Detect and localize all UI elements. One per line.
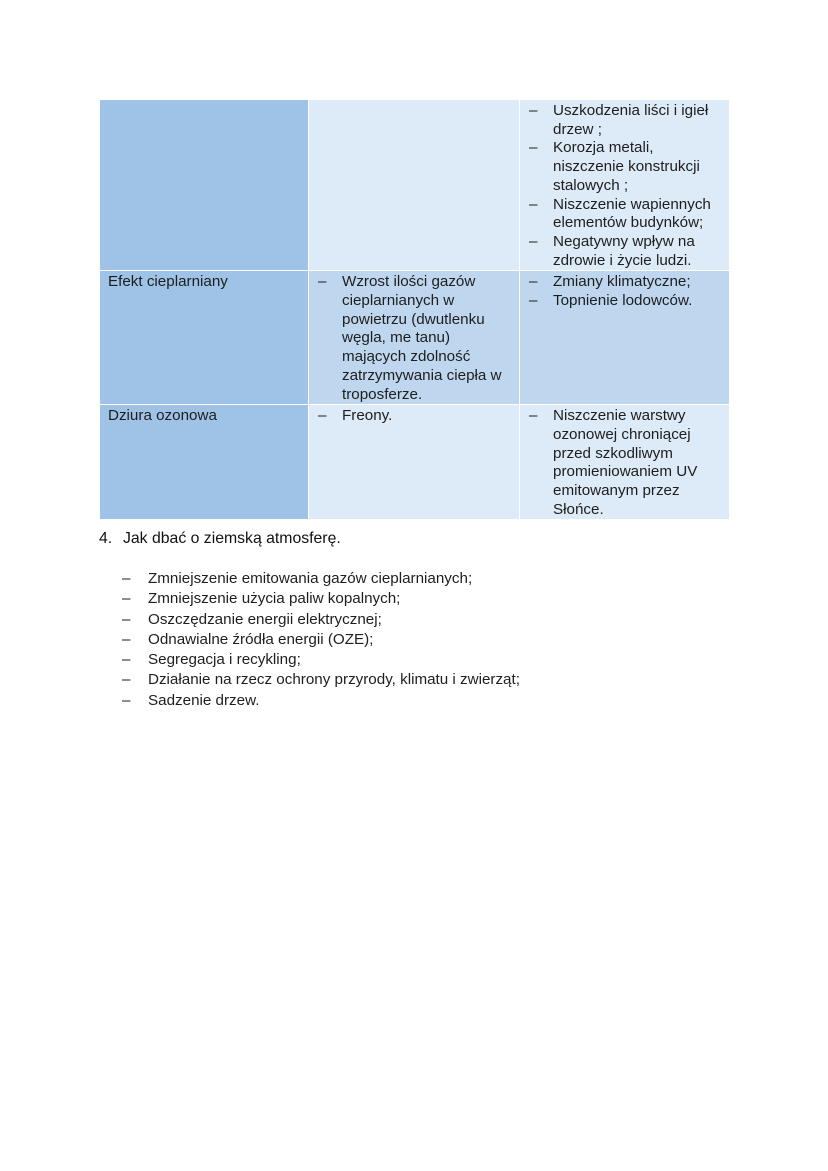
effects-cell	[520, 405, 730, 520]
causes-cell	[309, 405, 520, 520]
list-item: – Korozja metali, niszczenie konstrukcji stalowych ;	[528, 139, 721, 195]
list-item: – Oszczędzanie energii elektrycznej;	[122, 610, 722, 630]
list-item: – Działanie na rzecz ochrony przyrody, klimatu i zwierząt;	[122, 670, 722, 690]
list-item: – Freony.	[317, 407, 511, 426]
effects-list	[528, 102, 721, 270]
list-item: – Sadzenie drzew.	[122, 691, 722, 711]
table-row	[100, 100, 730, 271]
effects-list	[528, 273, 721, 310]
list-item: – Zmniejszenie użycia paliw kopalnych;	[122, 589, 722, 609]
list-item: – Topnienie lodowców.	[528, 292, 721, 311]
table-row	[100, 405, 730, 520]
list-item: – Zmniejszenie emitowania gazów cieplarnianych;	[122, 569, 722, 589]
causes-list	[317, 407, 511, 426]
category-label: Dziura ozonowa	[108, 407, 217, 425]
list-item: – Odnawialne źródła energii (OZE);	[122, 630, 722, 650]
section-number: 4.	[99, 530, 113, 547]
care-tips-list	[122, 569, 722, 711]
section-title: Jak dbać o ziemską atmosferę.	[123, 530, 341, 547]
category-cell	[100, 271, 309, 405]
list-item: – Segregacja i recykling;	[122, 650, 722, 670]
list-item: – Zmiany klimatyczne;	[528, 273, 721, 292]
effects-cell	[520, 271, 730, 405]
list-item: – Wzrost ilości gazów cieplarnianych w powietrzu (dwutlenku węgla, me tanu) mających zdolność zatrzymywania ciepła w troposferze.	[317, 273, 511, 404]
list-item: – Uszkodzenia liści i igieł drzew ;	[528, 102, 721, 139]
section-heading	[99, 529, 341, 549]
category-cell	[100, 100, 309, 271]
table-row	[100, 271, 730, 405]
list-item: – Niszczenie warstwy ozonowej chroniącej przed szkodliwym promieniowaniem UV emitowanym przez Słońce.	[528, 407, 721, 519]
causes-cell	[309, 271, 520, 405]
effects-list	[528, 407, 721, 519]
effects-cell	[520, 100, 730, 271]
category-label: Efekt cieplarniany	[108, 273, 228, 291]
category-cell	[100, 405, 309, 520]
causes-list	[317, 273, 511, 404]
list-item: – Negatywny wpływ na zdrowie i życie ludzi.	[528, 233, 721, 270]
causes-cell	[309, 100, 520, 271]
pollution-table	[99, 99, 730, 520]
list-item: – Niszczenie wapiennych elementów budynków;	[528, 196, 721, 233]
